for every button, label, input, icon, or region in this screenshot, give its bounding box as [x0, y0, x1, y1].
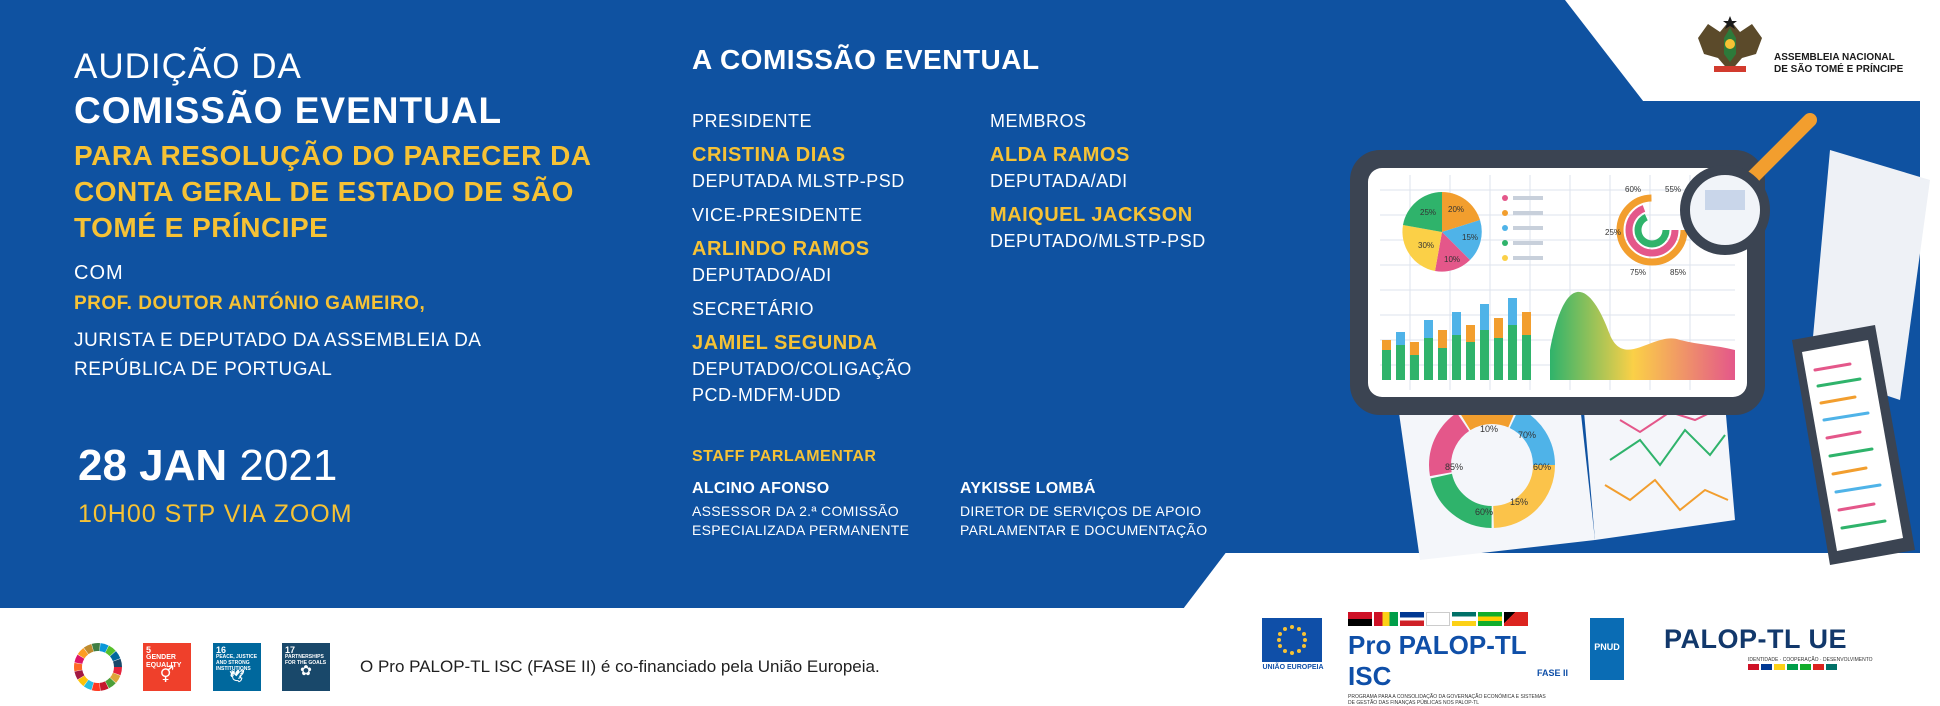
- sdg-16-label: PEACE, JUSTICE AND STRONG INSTITUTIONS: [216, 654, 258, 672]
- president-label: PRESIDENTE: [692, 111, 813, 131]
- palop-tl-ue-logo: PALOP-TL UE: [1664, 624, 1848, 654]
- sdg-16-number: 16: [216, 645, 227, 655]
- pie-label-1: 20%: [1448, 205, 1465, 214]
- event-time: 10H00 STP VIA ZOOM: [78, 500, 353, 528]
- paper-label-3: 60%: [1533, 462, 1552, 472]
- sdg-17-number: 17: [285, 645, 296, 655]
- secretary-label: SECRETÁRIO: [692, 299, 815, 319]
- title-line-1: AUDIÇÃO DA: [74, 47, 302, 86]
- eu-logo: [1262, 618, 1324, 676]
- guest-name: PROF. DOUTOR ANTÓNIO GAMEIRO,: [74, 293, 426, 314]
- president-party: DEPUTADA MLSTP-PSD: [692, 171, 905, 191]
- tablet-pie-chart: [1402, 192, 1481, 272]
- secretary-party-line2: PCD-MDFM-UDD: [692, 385, 841, 405]
- sdg-5-label: GENDER EQUALITY: [146, 654, 182, 669]
- with-label: COM: [74, 262, 124, 284]
- staff-2-description: DIRETOR DE SERVIÇOS DE APOIO PARLAMENTAR E DOCUMENTAÇÃO: [960, 503, 1208, 538]
- pnud-logo: PNUD: [1590, 618, 1624, 680]
- paper-label-2: 70%: [1518, 430, 1537, 440]
- staff-member-2: [960, 478, 1220, 540]
- event-date-block: [78, 440, 353, 529]
- sdg-5-gender-equality-badge: [143, 643, 191, 691]
- event-date: [78, 440, 353, 492]
- staff-title: STAFF PARLAMENTAR: [692, 448, 877, 465]
- ring-label-4: 75%: [1630, 268, 1647, 277]
- pie-label-5: 30%: [1418, 241, 1435, 250]
- member-2-party: DEPUTADO/MLSTP-PSD: [990, 231, 1206, 251]
- pie-label-3: 25%: [1420, 208, 1437, 217]
- paper-label-6: 85%: [1445, 462, 1464, 472]
- event-title-block: [74, 46, 634, 384]
- secretary-party-line1: DEPUTADO/COLIGAÇÃO: [692, 359, 912, 379]
- sdg-5-number: 5: [146, 645, 152, 655]
- ring-label-3: 25%: [1605, 228, 1622, 237]
- committee-members: [990, 108, 1290, 254]
- palop-tl-ue-tagline: IDENTIDADE · COOPERAÇÃO · DESENVOLVIMENTO: [1748, 657, 1873, 663]
- banner-bottom-cutout: [1180, 553, 1940, 613]
- staff-member-1: [692, 478, 952, 540]
- sdg-17-partnerships-badge: [282, 643, 330, 691]
- secretary-name: JAMIEL SEGUNDA: [692, 332, 878, 354]
- guest-role: JURISTA E DEPUTADO DA ASSEMBLEIA DA REPÚBLICA DE PORTUGAL: [74, 330, 481, 380]
- president-name: CRISTINA DIAS: [692, 144, 846, 166]
- dove-icon: 🕊: [229, 669, 245, 683]
- vice-president-label: VICE-PRESIDENTE: [692, 205, 863, 225]
- member-2-name: MAIQUEL JACKSON: [990, 204, 1193, 226]
- staff-1-description: ASSESSOR DA 2.ª COMISSÃO ESPECIALIZADA PERMANENTE: [692, 503, 910, 538]
- paper-label-4: 15%: [1510, 497, 1529, 507]
- vice-president-name: ARLINDO RAMOS: [692, 238, 870, 260]
- pro-palop-subtitle: PROGRAMA PARA A CONSOLIDAÇÃO DA GOVERNAÇÃO ECONÓMICA E SISTEMAS DE GESTÃO DAS FINANÇAS PÚBLICAS NOS PALOP-TL: [1348, 694, 1546, 706]
- paper-label-1: 10%: [1480, 424, 1499, 434]
- assembly-logo-text-line1: ASSEMBLEIA NACIONAL: [1774, 52, 1895, 63]
- sdg-16-peace-justice-badge: [213, 643, 261, 691]
- members-label: MEMBROS: [990, 111, 1087, 131]
- dashboard-illustration: [1340, 120, 1920, 560]
- palop-tl-ue-flags: [1748, 664, 1837, 670]
- date-year: 2021: [239, 441, 338, 490]
- eu-label: UNIÃO EUROPEIA: [1262, 664, 1324, 671]
- ring-label-5: 85%: [1670, 268, 1687, 277]
- flower-icon: ✿: [300, 662, 312, 678]
- vice-president-party: DEPUTADO/ADI: [692, 265, 832, 285]
- gender-equality-icon: ⚥: [159, 667, 175, 684]
- committee-title: A COMISSÃO EVENTUAL: [692, 44, 1040, 75]
- pie-label-2: 15%: [1462, 233, 1479, 242]
- staff-2-name: AYKISSE LOMBÁ: [960, 480, 1096, 497]
- assembly-logo-text: [1774, 52, 1903, 76]
- committee-officers: [692, 108, 982, 408]
- funding-statement: O Pro PALOP-TL ISC (FASE II) é co-financiado pela União Europeia.: [360, 657, 880, 676]
- sdg-17-label: PARTNERSHIPS FOR THE GOALS: [285, 654, 327, 666]
- pro-palop-phase: FASE II: [1536, 668, 1568, 678]
- date-day-month: 28 JAN: [78, 441, 228, 490]
- staff-1-name: ALCINO AFONSO: [692, 480, 830, 497]
- committee-heading: [692, 44, 1040, 76]
- magnifier-icon: [1685, 120, 1810, 250]
- paper-label-5: 60%: [1475, 507, 1494, 517]
- member-1-name: ALDA RAMOS: [990, 144, 1130, 166]
- eu-flag-icon: [1262, 618, 1322, 662]
- title-line-2: COMISSÃO EVENTUAL: [74, 90, 503, 131]
- assembly-logo-text-line2: DE SÃO TOMÉ E PRÍNCIPE: [1774, 64, 1904, 75]
- ring-label-2: 55%: [1665, 185, 1682, 194]
- pro-palop-title: Pro PALOP-TL ISC: [1348, 630, 1527, 691]
- assembly-coat-of-arms-logo: [1690, 14, 1770, 78]
- sdg-wheel-logo: [74, 643, 122, 691]
- palop-flags-row: [1348, 612, 1568, 626]
- event-subtitle: PARA RESOLUÇÃO DO PARECER DA CONTA GERAL DE ESTADO DE SÃO TOMÉ E PRÍNCIPE: [74, 140, 591, 243]
- pie-label-4: 10%: [1444, 255, 1461, 264]
- ring-label-1: 60%: [1625, 185, 1642, 194]
- member-1-party: DEPUTADA/ADI: [990, 171, 1128, 191]
- pro-palop-tl-isc-logo: [1348, 612, 1568, 706]
